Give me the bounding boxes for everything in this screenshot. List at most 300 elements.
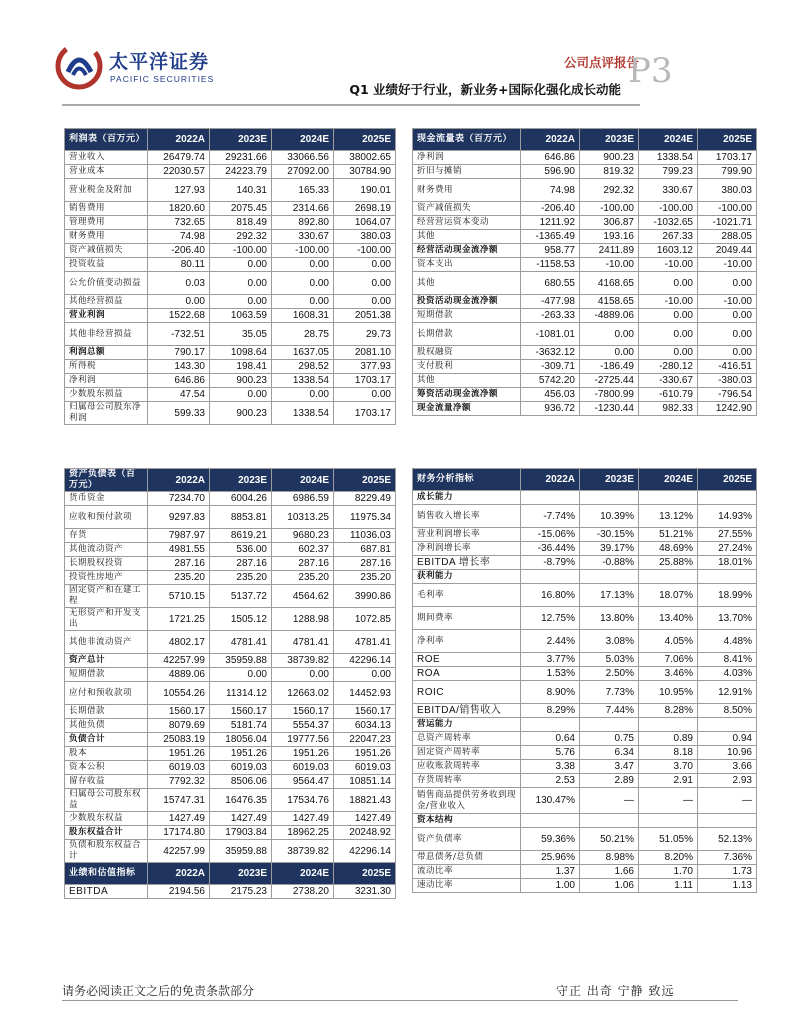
row-value: 4981.55 xyxy=(148,543,210,557)
table-row xyxy=(413,788,757,814)
row-value: 0.00 xyxy=(210,388,272,402)
row-label: ROE xyxy=(413,653,521,667)
row-value: 0.00 xyxy=(698,323,757,346)
row-value: 6986.59 xyxy=(272,492,334,506)
row-label: 销售商品提供劳务收到现金/营业收入 xyxy=(413,788,521,814)
row-value: 2314.66 xyxy=(272,202,334,216)
row-value: 3.66 xyxy=(698,760,757,774)
row-label: 资产负债率 xyxy=(413,828,521,851)
row-value xyxy=(698,814,757,828)
row-value: 27.24% xyxy=(698,542,757,556)
row-label: 股东权益合计 xyxy=(65,826,148,840)
year-header: 2024E xyxy=(272,863,334,885)
row-value: 2.89 xyxy=(580,774,639,788)
table-title: 业绩和估值指标 xyxy=(65,863,148,885)
table-row xyxy=(413,542,757,556)
row-label: 销售费用 xyxy=(65,202,148,216)
row-value: -7800.99 xyxy=(580,388,639,402)
year-header: 2023E xyxy=(210,863,272,885)
row-label: 获利能力 xyxy=(413,570,521,584)
financial-ratios-table xyxy=(412,468,757,893)
table-row xyxy=(413,388,757,402)
row-value: 18962.25 xyxy=(272,826,334,840)
table-row xyxy=(413,295,757,309)
row-value: 287.16 xyxy=(148,557,210,571)
row-value: -100.00 xyxy=(698,202,757,216)
row-label: 财务费用 xyxy=(65,230,148,244)
table-row xyxy=(65,789,396,812)
row-value: 190.01 xyxy=(334,179,396,202)
row-value: 30784.90 xyxy=(334,165,396,179)
row-label: 应收和预付款项 xyxy=(65,506,148,529)
row-value: 6.34 xyxy=(580,746,639,760)
row-value: 3.46% xyxy=(639,667,698,681)
row-value: 198.41 xyxy=(210,360,272,374)
row-label: 营业利润 xyxy=(65,309,148,323)
row-value: 5.76 xyxy=(521,746,580,760)
year-header: 2025E xyxy=(334,129,396,151)
row-value: 1560.17 xyxy=(148,705,210,719)
row-value: 2051.38 xyxy=(334,309,396,323)
table-row xyxy=(413,556,757,570)
row-value: 0.00 xyxy=(148,295,210,309)
row-value: 235.20 xyxy=(334,571,396,585)
row-value: -2725.44 xyxy=(580,374,639,388)
row-value: 38739.82 xyxy=(272,840,334,863)
year-header: 2023E xyxy=(580,469,639,491)
row-value: 1.06 xyxy=(580,879,639,893)
row-label: 流动比率 xyxy=(413,865,521,879)
row-value: 1338.54 xyxy=(272,374,334,388)
row-label: 存货 xyxy=(65,529,148,543)
row-value: 2.91 xyxy=(639,774,698,788)
table-row xyxy=(413,402,757,416)
row-value: 0.00 xyxy=(580,323,639,346)
table-row xyxy=(65,543,396,557)
row-value: -10.00 xyxy=(639,295,698,309)
table-row xyxy=(65,506,396,529)
row-label: 长期借款 xyxy=(413,323,521,346)
row-value: 13.40% xyxy=(639,607,698,630)
row-label: 固定资产和在建工程 xyxy=(65,585,148,608)
row-value: 11314.12 xyxy=(210,682,272,705)
row-value: 14.93% xyxy=(698,505,757,528)
row-value xyxy=(521,570,580,584)
row-value: 1338.54 xyxy=(639,151,698,165)
table-row xyxy=(65,388,396,402)
row-value: 1.37 xyxy=(521,865,580,879)
row-value: -100.00 xyxy=(210,244,272,258)
row-value: 599.33 xyxy=(148,402,210,425)
row-value: 18821.43 xyxy=(334,789,396,812)
row-value: 818.49 xyxy=(210,216,272,230)
year-header: 2022A xyxy=(521,129,580,151)
row-value: 8619.21 xyxy=(210,529,272,543)
row-value: 8.90% xyxy=(521,681,580,704)
row-label: 经营营运资本变动 xyxy=(413,216,521,230)
row-value: 27092.00 xyxy=(272,165,334,179)
table-row xyxy=(413,570,757,584)
logo-text-en: PACIFIC SECURITIES xyxy=(110,74,215,84)
table-row xyxy=(65,272,396,295)
row-label: 无形资产和开发支出 xyxy=(65,608,148,631)
row-value: 1.13 xyxy=(698,879,757,893)
year-header: 2023E xyxy=(580,129,639,151)
row-label: 折旧与摊销 xyxy=(413,165,521,179)
row-value: -100.00 xyxy=(580,202,639,216)
row-value: 0.00 xyxy=(698,309,757,323)
table-row xyxy=(413,165,757,179)
row-value: 646.86 xyxy=(148,374,210,388)
row-value: 0.00 xyxy=(334,272,396,295)
row-value: 292.32 xyxy=(210,230,272,244)
table-row xyxy=(413,491,757,505)
row-value: 900.23 xyxy=(210,402,272,425)
row-value: 1.11 xyxy=(639,879,698,893)
row-value: 1721.25 xyxy=(148,608,210,631)
year-header: 2023E xyxy=(210,469,272,492)
row-value: 10.39% xyxy=(580,505,639,528)
year-header: 2022A xyxy=(148,863,210,885)
row-label: 应收账款周转率 xyxy=(413,760,521,774)
table-row xyxy=(65,244,396,258)
row-label: 支付股利 xyxy=(413,360,521,374)
table-row xyxy=(65,571,396,585)
row-label: 总资产周转率 xyxy=(413,732,521,746)
row-value: 5710.15 xyxy=(148,585,210,608)
row-value: 1603.12 xyxy=(639,244,698,258)
table-row xyxy=(65,309,396,323)
row-value: -1158.53 xyxy=(521,258,580,272)
row-value: 958.77 xyxy=(521,244,580,258)
row-value: 1703.17 xyxy=(334,374,396,388)
row-value xyxy=(698,570,757,584)
row-value: 1427.49 xyxy=(334,812,396,826)
row-label: 股本 xyxy=(65,747,148,761)
year-header: 2025E xyxy=(698,129,757,151)
row-value: 4781.41 xyxy=(334,631,396,654)
row-value: -330.67 xyxy=(639,374,698,388)
table-header-row xyxy=(413,129,757,151)
row-value: 7234.70 xyxy=(148,492,210,506)
row-value: -206.40 xyxy=(148,244,210,258)
row-value: 2.93 xyxy=(698,774,757,788)
row-label: 资产减值损失 xyxy=(413,202,521,216)
row-value: 8.98% xyxy=(580,851,639,865)
row-value: 1.00 xyxy=(521,879,580,893)
row-value: 13.70% xyxy=(698,607,757,630)
row-value: 1951.26 xyxy=(148,747,210,761)
row-value: 7.06% xyxy=(639,653,698,667)
row-value: 1560.17 xyxy=(210,705,272,719)
row-value: 8.20% xyxy=(639,851,698,865)
row-value: 0.00 xyxy=(639,309,698,323)
row-value: 8.41% xyxy=(698,653,757,667)
row-value: 8.50% xyxy=(698,704,757,718)
row-value: 0.00 xyxy=(334,388,396,402)
table-row xyxy=(413,374,757,388)
row-value: 9297.83 xyxy=(148,506,210,529)
row-value: 42257.99 xyxy=(148,654,210,668)
row-label: 投资收益 xyxy=(65,258,148,272)
table-row xyxy=(65,529,396,543)
row-label: 财务费用 xyxy=(413,179,521,202)
row-value: 10.95% xyxy=(639,681,698,704)
row-label: 营业成本 xyxy=(65,165,148,179)
row-label: ROIC xyxy=(413,681,521,704)
row-value: -4889.06 xyxy=(580,309,639,323)
row-value: 6004.26 xyxy=(210,492,272,506)
row-label: 负债合计 xyxy=(65,733,148,747)
row-value: 799.23 xyxy=(639,165,698,179)
row-value: 1242.90 xyxy=(698,402,757,416)
row-value: 17903.84 xyxy=(210,826,272,840)
row-value: 38739.82 xyxy=(272,654,334,668)
row-value: 13.80% xyxy=(580,607,639,630)
row-value: 4158.65 xyxy=(580,295,639,309)
row-value: 1098.64 xyxy=(210,346,272,360)
row-value: 0.00 xyxy=(210,272,272,295)
row-value: — xyxy=(580,788,639,814)
table-row xyxy=(65,775,396,789)
row-value: 3231.30 xyxy=(334,885,396,899)
row-value: 8853.81 xyxy=(210,506,272,529)
row-value: 6019.03 xyxy=(272,761,334,775)
row-value: 288.05 xyxy=(698,230,757,244)
table-row xyxy=(413,704,757,718)
table-header-row xyxy=(413,469,757,491)
table-row xyxy=(413,732,757,746)
row-value: 1951.26 xyxy=(210,747,272,761)
row-label: 应付和预收款项 xyxy=(65,682,148,705)
row-value: 3.70 xyxy=(639,760,698,774)
row-value: 18.99% xyxy=(698,584,757,607)
row-value: 680.55 xyxy=(521,272,580,295)
row-value: -100.00 xyxy=(639,202,698,216)
row-value: 10.96 xyxy=(698,746,757,760)
row-label: 经营活动现金流净额 xyxy=(413,244,521,258)
row-value xyxy=(521,491,580,505)
logo-text-cn: 太平洋证券 xyxy=(109,51,210,73)
row-label: 固定资产周转率 xyxy=(413,746,521,760)
row-value: 1427.49 xyxy=(148,812,210,826)
row-label: 带息债务/总负债 xyxy=(413,851,521,865)
table-row xyxy=(65,608,396,631)
row-label: 其他非经营损益 xyxy=(65,323,148,346)
row-value: 4781.41 xyxy=(272,631,334,654)
row-value: 1703.17 xyxy=(698,151,757,165)
table-row xyxy=(413,584,757,607)
row-value: 380.03 xyxy=(698,179,757,202)
row-value: 306.87 xyxy=(580,216,639,230)
row-value: 0.03 xyxy=(148,272,210,295)
row-value: 6019.03 xyxy=(334,761,396,775)
table-row xyxy=(65,812,396,826)
table-row xyxy=(65,165,396,179)
row-value: 51.21% xyxy=(639,528,698,542)
table-row xyxy=(413,814,757,828)
row-value: 17.13% xyxy=(580,584,639,607)
row-label: 营运能力 xyxy=(413,718,521,732)
row-value: 3.47 xyxy=(580,760,639,774)
row-value: 0.00 xyxy=(698,346,757,360)
row-value: 143.30 xyxy=(148,360,210,374)
row-value: 732.65 xyxy=(148,216,210,230)
row-value: 8.29% xyxy=(521,704,580,718)
balance-sheet-table xyxy=(64,468,396,899)
table-row xyxy=(65,719,396,733)
row-value: 1427.49 xyxy=(272,812,334,826)
table-row xyxy=(65,557,396,571)
row-value: 59.36% xyxy=(521,828,580,851)
row-value: -3632.12 xyxy=(521,346,580,360)
table-row xyxy=(65,216,396,230)
row-label: 其他负债 xyxy=(65,719,148,733)
table-title: 资产负债表（百万元） xyxy=(65,469,148,492)
table-row xyxy=(413,760,757,774)
row-value: 687.81 xyxy=(334,543,396,557)
row-label: 营业利润增长率 xyxy=(413,528,521,542)
row-label: 营业收入 xyxy=(65,151,148,165)
table-row xyxy=(65,747,396,761)
table-row xyxy=(65,585,396,608)
row-value: 1560.17 xyxy=(334,705,396,719)
row-value: -10.00 xyxy=(698,295,757,309)
row-value: 18056.04 xyxy=(210,733,272,747)
row-value: -610.79 xyxy=(639,388,698,402)
row-value: -1081.01 xyxy=(521,323,580,346)
row-value: -10.00 xyxy=(639,258,698,272)
row-value: 602.37 xyxy=(272,543,334,557)
table-row xyxy=(65,761,396,775)
footer-motto: 守正 出奇 宁静 致远 xyxy=(556,984,675,998)
row-label: 净利润 xyxy=(65,374,148,388)
row-value: 29.73 xyxy=(334,323,396,346)
row-value: -186.49 xyxy=(580,360,639,374)
footer-disclaimer: 请务必阅读正文之后的免责条款部分 xyxy=(62,984,255,998)
row-value: 29231.66 xyxy=(210,151,272,165)
row-value: 52.13% xyxy=(698,828,757,851)
table-row xyxy=(413,865,757,879)
row-value: 5742.20 xyxy=(521,374,580,388)
table-row xyxy=(413,630,757,653)
row-value: 12663.02 xyxy=(272,682,334,705)
row-label: 管理费用 xyxy=(65,216,148,230)
row-value: 7.73% xyxy=(580,681,639,704)
row-value: 1288.98 xyxy=(272,608,334,631)
row-value: -796.54 xyxy=(698,388,757,402)
row-value: 2081.10 xyxy=(334,346,396,360)
row-value: 42257.99 xyxy=(148,840,210,863)
row-value: 5554.37 xyxy=(272,719,334,733)
row-value: 2194.56 xyxy=(148,885,210,899)
row-value: 10554.26 xyxy=(148,682,210,705)
year-header: 2024E xyxy=(639,469,698,491)
row-label: 资本结构 xyxy=(413,814,521,828)
row-value: 127.93 xyxy=(148,179,210,202)
row-value: 130.47% xyxy=(521,788,580,814)
row-label: 少数股东损益 xyxy=(65,388,148,402)
row-value: -1032.65 xyxy=(639,216,698,230)
table-row xyxy=(413,230,757,244)
row-value: 7.44% xyxy=(580,704,639,718)
table-row xyxy=(65,151,396,165)
table-row xyxy=(65,230,396,244)
row-value: 1637.05 xyxy=(272,346,334,360)
cashflow-table xyxy=(412,128,757,416)
row-label: 其他 xyxy=(413,230,521,244)
row-value xyxy=(521,814,580,828)
row-value: 380.03 xyxy=(334,230,396,244)
row-value: 1211.92 xyxy=(521,216,580,230)
row-value: 0.00 xyxy=(272,668,334,682)
row-label: ROA xyxy=(413,667,521,681)
row-value: 16476.35 xyxy=(210,789,272,812)
row-value: -7.74% xyxy=(521,505,580,528)
report-type: 公司点评报告 xyxy=(563,55,639,70)
row-value: 4564.62 xyxy=(272,585,334,608)
row-value: 140.31 xyxy=(210,179,272,202)
row-label: EBITDA 增长率 xyxy=(413,556,521,570)
company-logo xyxy=(55,42,225,98)
row-value: 1064.07 xyxy=(334,216,396,230)
row-value: -280.12 xyxy=(639,360,698,374)
table-row xyxy=(413,879,757,893)
row-label: 归属母公司股东权益 xyxy=(65,789,148,812)
row-value: -477.98 xyxy=(521,295,580,309)
row-value: 3.08% xyxy=(580,630,639,653)
table-row xyxy=(413,272,757,295)
row-label: 净利润增长率 xyxy=(413,542,521,556)
table-row xyxy=(413,346,757,360)
row-value: 0.75 xyxy=(580,732,639,746)
row-value: 596.90 xyxy=(521,165,580,179)
row-value: 5137.72 xyxy=(210,585,272,608)
row-value: 0.00 xyxy=(210,668,272,682)
row-value: 0.00 xyxy=(698,272,757,295)
row-value: 51.05% xyxy=(639,828,698,851)
row-value: 11036.03 xyxy=(334,529,396,543)
row-value: 3.38 xyxy=(521,760,580,774)
row-value: 74.98 xyxy=(521,179,580,202)
table-row xyxy=(413,774,757,788)
row-value: -8.79% xyxy=(521,556,580,570)
row-value: 2.44% xyxy=(521,630,580,653)
row-value: -30.15% xyxy=(580,528,639,542)
row-value: 2411.89 xyxy=(580,244,639,258)
row-value: 8079.69 xyxy=(148,719,210,733)
row-value: 17534.76 xyxy=(272,789,334,812)
row-value: 28.75 xyxy=(272,323,334,346)
row-value xyxy=(521,718,580,732)
table-row xyxy=(413,258,757,272)
row-value: 4.05% xyxy=(639,630,698,653)
row-label: 长期股权投资 xyxy=(65,557,148,571)
row-value: 20248.92 xyxy=(334,826,396,840)
table-row xyxy=(413,828,757,851)
row-value: 8229.49 xyxy=(334,492,396,506)
table-row xyxy=(413,309,757,323)
table-row xyxy=(413,667,757,681)
row-value: 287.16 xyxy=(272,557,334,571)
row-value: 10851.14 xyxy=(334,775,396,789)
row-value: 11975.34 xyxy=(334,506,396,529)
row-value xyxy=(639,570,698,584)
table-row xyxy=(413,653,757,667)
row-value: 0.00 xyxy=(272,295,334,309)
row-value: 0.00 xyxy=(639,346,698,360)
row-label: 利润总额 xyxy=(65,346,148,360)
